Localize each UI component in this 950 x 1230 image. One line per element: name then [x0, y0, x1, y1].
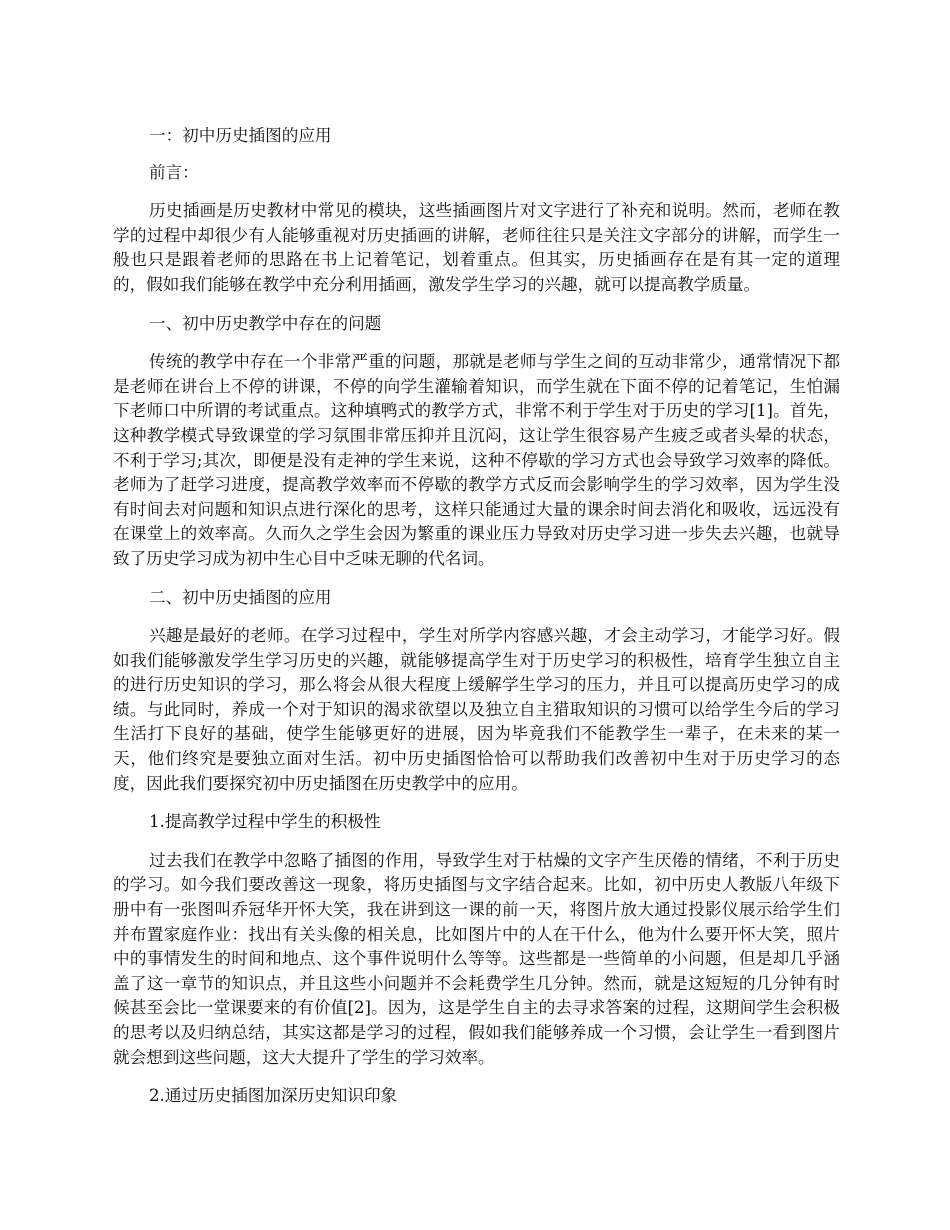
subsection-2-heading: 2.通过历史插图加深历史知识印象 — [149, 1086, 398, 1106]
section-2-heading: 二、初中历史插图的应用 — [149, 587, 332, 607]
preface-label: 前言： — [149, 162, 199, 182]
document-title: 一：初中历史插图的应用 — [149, 126, 332, 145]
subsection-1-heading: 1.提高教学过程中学生的积极性 — [149, 812, 381, 832]
section-1-paragraph: 传统的教学中存在一个非常严重的问题，那就是老师与学生之间的互动非常少，通常情况下都是老师在讲台上不停的讲课，不停的向学生灌输着知识，而学生就在下面不停的记着笔记，生怕漏下老师口中所谓的考试重点。这种填鸭式的教学方式，非常不利于学生对于历史的学习[1]。首先，这种教学模式导致课堂的学习氛围非常压抑并且沉闷，这让学生很容易产生疲乏或者头晕的状态，不利于学习;其次，即便是没有走神的学生来说，这种不停歇的学习方式也会导致学习效率的降低。老师为了赶学习进度，提高教学效率而不停歇的教学方式反而会影响学生的学习效率，因为学生没有时间去对问题和知识点进行深化的思考，这样只能通过大量的课余时间去消化和吸收，远远没有在课堂上的效率高。久而久之学生会因为繁重的课业压力导致对历史学习进一步失去兴趣，也就导致了历史学习成为初中生心目中乏味无聊的代名词。 — [113, 352, 840, 568]
subsection-1-paragraph: 过去我们在教学中忽略了插图的作用，导致学生对于枯燥的文字产生厌倦的情绪，不利于历史的学习。如今我们要改善这一现象，将历史插图与文字结合起来。比如，初中历史人教版八年级下册中有一张图叫乔冠华开怀大笑，我在讲到这一课的前一天，将图片放大通过投影仪展示给学生们并布置家庭作业：找出有关头像的相关息，比如图片中的人在干什么，他为什么要开怀大笑，照片中的事情发生的时间和地点、这个事件说明什么等等。这些都是一些简单的小问题，但是却几乎涵盖了这一章节的知识点，并且这些小问题并不会耗费学生几分钟。然而，就是这短短的几分钟有时候甚至会比一堂课要来的有价值[2]。因为，这是学生自主的去寻求答案的过程，这期间学生会积极的思考以及归纳总结，其实这都是学习的过程，假如我们能够养成一个习惯，会让学生一看到图片就会想到这些问题，这大大提升了学生的学习效率。 — [113, 850, 840, 1067]
document-page — [113, 124, 840, 1109]
section-1-heading: 一、初中历史教学中存在的问题 — [149, 313, 382, 333]
preface-paragraph: 历史插画是历史教材中常见的模块，这些插画图片对文字进行了补充和说明。然而，老师在教学的过程中却很少有人能够重视对历史插画的讲解，老师往往只是关注文字部分的讲解，而学生一般也只是跟着老师的思路在书上记着笔记，划着重点。但其实，历史插画存在是有其一定的道理的，假如我们能够在教学中充分利用插画，激发学生学习的兴趣，就可以提高教学质量。 — [113, 201, 840, 294]
section-2-paragraph: 兴趣是最好的老师。在学习过程中，学生对所学内容感兴趣，才会主动学习，才能学习好。假如我们能够激发学生学习历史的兴趣，就能够提高学生对于历史学习的积极性，培育学生独立自主的进行历史知识的学习，那么将会从很大程度上缓解学生学习的压力，并且可以提高历史学习的成绩。与此同时，养成一个对于知识的渴求欲望以及独立自主猎取知识的习惯可以给学生今后的学习生活打下良好的基础，使学生能够更好的进展，因为毕竟我们不能教学生一辈子，在未来的某一天，他们终究是要独立面对生活。初中历史插图恰恰可以帮助我们改善初中生对于历史学习的态度，因此我们要探究初中历史插图在历史教学中的应用。 — [113, 626, 840, 793]
